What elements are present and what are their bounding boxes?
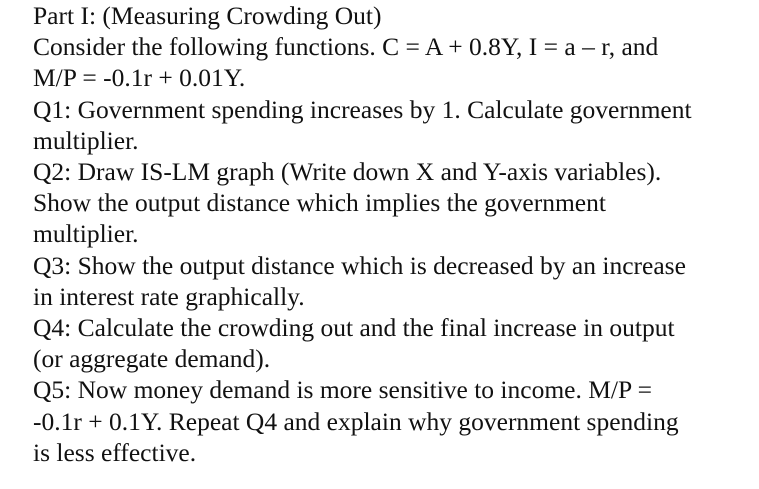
q1-line-2: multiplier. (33, 125, 139, 155)
problem-text (33, 0, 753, 468)
q2-line-3: multiplier. (33, 219, 139, 249)
q5-line-1: Q5: Now money demand is more sensitive to income. M/P = (33, 375, 652, 405)
q4-line-2: (or aggregate demand). (33, 344, 271, 374)
q4-line-1: Q4: Calculate the crowding out and the final increase in output (33, 313, 675, 343)
q2-line-2: Show the output distance which implies the government (33, 188, 606, 218)
q5-line-2: -0.1r + 0.1Y. Repeat Q4 and explain why government spending (33, 406, 679, 436)
part-title: Part I: (Measuring Crowding Out) (33, 1, 382, 30)
functions-line-1: Consider the following functions. C = A + 0.8Y, I = a – r, and (33, 32, 659, 62)
functions-line-2: M/P = -0.1r + 0.01Y. (33, 63, 246, 93)
q3-line-1: Q3: Show the output distance which is decreased by an increase (33, 250, 686, 280)
q5-line-3: is less effective. (33, 437, 197, 467)
q2-line-1: Q2: Draw IS-LM graph (Write down X and Y-axis variables). (33, 157, 662, 187)
q1-line-1: Q1: Government spending increases by 1. Calculate government (33, 94, 692, 124)
q3-line-2: in interest rate graphically. (33, 281, 305, 311)
